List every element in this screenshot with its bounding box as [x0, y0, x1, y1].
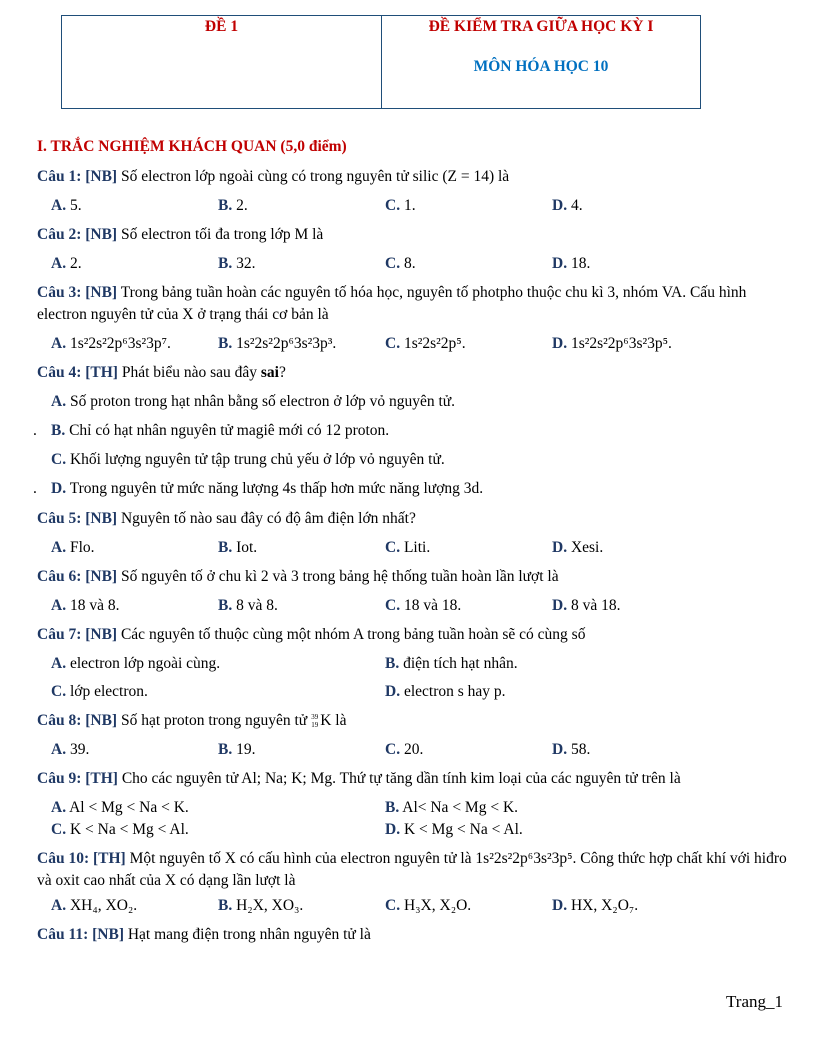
question-10 [37, 848, 787, 916]
option-d[interactable]: D. K < Mg < Na < Al. [385, 821, 523, 838]
exam-code: ĐỀ 1 [204, 18, 239, 35]
question-11 [37, 924, 787, 946]
question-level: [NB] [85, 284, 118, 301]
question-label: Câu 1: [37, 168, 82, 185]
options-row [37, 654, 787, 674]
isotope-symbol: K [320, 712, 332, 729]
question-text: Hạt mang điện trong nhân nguyên tử là [127, 926, 371, 943]
option-a[interactable]: A. electron lớp ngoài cùng. [51, 655, 221, 672]
exam-title: ĐỀ KIỂM TRA GIỮA HỌC KỲ I [428, 18, 654, 35]
question-level: [NB] [85, 510, 118, 527]
option-d[interactable]: . D. Trong nguyên tử mức năng lượng 4s thấp hơn mức năng lượng 3d. [33, 480, 484, 497]
option-d[interactable]: D. 4. [552, 197, 583, 214]
option-b[interactable]: B. điện tích hạt nhân. [385, 655, 518, 672]
question-text: Một nguyên tố X có cấu hình của electron nguyên tử là 1s²2s²2p⁶3s²3p⁵. Công thức hợp chất khí với hiđro và oxit cao nhất của X có dạng lần lượt là [37, 850, 787, 889]
option-c[interactable]: C. lớp electron. [51, 683, 148, 700]
option-b[interactable]: B. 2. [218, 197, 248, 214]
question-level: [NB] [85, 226, 118, 243]
option-b[interactable]: B. Iot. [218, 539, 258, 556]
question-2 [37, 224, 787, 274]
option-a[interactable]: A. 1s²2s²2p⁶3s²3p⁷. [51, 335, 171, 352]
question-level: [NB] [85, 168, 118, 185]
question-text: Trong bảng tuần hoàn các nguyên tố hóa học, nguyên tố photpho thuộc chu kì 3, nhóm VA. Cấu hình electron nguyên tử của X ở trạng thái cơ bản là [37, 284, 747, 323]
question-level: [NB] [85, 568, 118, 585]
question-text: Số nguyên tố ở chu kì 2 và 3 trong bảng hệ thống tuần hoàn lần lượt là [120, 568, 559, 585]
question-1 [37, 166, 787, 216]
option-a[interactable]: A. 5. [51, 197, 82, 214]
option-a[interactable]: A. 18 và 8. [51, 597, 120, 614]
exam-header-table [61, 15, 701, 109]
option-d[interactable]: D. Xesi. [552, 539, 604, 556]
section-title: I. TRẮC NGHIỆM KHÁCH QUAN (5,0 điểm) [37, 138, 347, 155]
option-c[interactable]: C. 18 và 18. [385, 597, 462, 614]
question-text: Số electron tối đa trong lớp M là [120, 226, 324, 243]
question-level: [TH] [92, 850, 126, 867]
option-d[interactable]: D. 8 và 18. [552, 597, 621, 614]
options-row [37, 820, 787, 840]
question-text: Nguyên tố nào sau đây có độ âm điện lớn nhất? [120, 510, 416, 527]
question-level: [NB] [85, 712, 118, 729]
question-level: [NB] [85, 626, 118, 643]
question-label: Câu 3: [37, 284, 82, 301]
question-text: Số hạt proton trong nguyên tử [120, 712, 308, 729]
option-a[interactable]: A. XH₄, XO₂. [51, 897, 138, 914]
question-label: Câu 9: [37, 770, 82, 787]
option-c[interactable]: C. 1. [385, 197, 416, 214]
exam-code-cell [62, 16, 382, 108]
options-row [37, 798, 787, 818]
option-c[interactable]: C. K < Na < Mg < Al. [51, 821, 189, 838]
option-a[interactable]: A. 39. [51, 741, 90, 758]
question-emphasis: sai [260, 364, 279, 381]
option-d[interactable]: D. 1s²2s²2p⁶3s²3p⁵. [552, 335, 672, 352]
exam-subject: MÔN HÓA HỌC 10 [473, 58, 609, 75]
option-d[interactable]: D. HX, X₂O₇. [552, 897, 639, 914]
option-d[interactable]: D. 18. [552, 255, 591, 272]
question-label: Câu 8: [37, 712, 82, 729]
option-c[interactable]: C. Liti. [385, 539, 431, 556]
question-level: [TH] [85, 364, 118, 381]
options-row [37, 254, 787, 274]
option-b[interactable]: B. 32. [218, 255, 256, 272]
option-b[interactable]: B. H₂X, XO₃. [218, 897, 304, 914]
question-label: Câu 10: [37, 850, 90, 867]
option-d[interactable]: D. 58. [552, 741, 591, 758]
question-6 [37, 566, 787, 616]
option-b[interactable]: B. 1s²2s²2p⁶3s²3p³. [218, 335, 337, 352]
option-c[interactable]: C. 8. [385, 255, 416, 272]
option-b[interactable]: B. 8 và 8. [218, 597, 278, 614]
question-level: [NB] [92, 926, 124, 943]
question-9 [37, 768, 787, 840]
question-label: Câu 7: [37, 626, 82, 643]
option-c[interactable]: C. 20. [385, 741, 424, 758]
option-b[interactable]: B. 19. [218, 741, 256, 758]
option-a[interactable]: A. Số proton trong hạt nhân bằng số electron ở lớp vỏ nguyên tử. [51, 393, 456, 410]
question-label: Câu 6: [37, 568, 82, 585]
question-text: Các nguyên tố thuộc cùng một nhóm A trong bảng tuần hoàn sẽ có cùng số [120, 626, 586, 643]
question-7 [37, 624, 787, 702]
question-label: Câu 4: [37, 364, 82, 381]
question-text: Phát biểu nào sau đây [121, 364, 257, 381]
options-row [37, 196, 787, 216]
question-label: Câu 11: [37, 926, 89, 943]
question-4: Câu 4: [TH] Phát biểu nào sau đây sai? A. Số proton trong hạt nhân bằng số electron ở lớp vỏ nguyên tử. . B. Chỉ có hạt nhân nguyên tử magiê mới có 12 proton. C. Khối lượng nguyên tử tập trung chủ yếu ở lớp vỏ nguyên tử. . D. Trong nguyên tử mức năng lượng 4s thấp hơn mức năng lượng 3d. [37, 362, 787, 499]
options-row [37, 596, 787, 616]
option-b[interactable]: B. Al< Na < Mg < K. [385, 799, 519, 816]
options-row [37, 896, 787, 916]
option-b[interactable]: . B. Chỉ có hạt nhân nguyên tử magiê mới có 12 proton. [33, 422, 390, 439]
option-a[interactable]: A. 2. [51, 255, 82, 272]
question-label: Câu 2: [37, 226, 82, 243]
options-row [37, 334, 787, 354]
question-list [33, 166, 787, 954]
option-c[interactable]: C. 1s²2s²2p⁵. [385, 335, 466, 352]
option-d[interactable]: D. electron s hay p. [385, 683, 506, 700]
option-a[interactable]: A. Al < Mg < Na < K. [51, 799, 189, 816]
option-c[interactable]: C. Khối lượng nguyên tử tập trung chủ yếu ở lớp vỏ nguyên tử. [51, 451, 445, 468]
question-3 [37, 282, 787, 354]
options-row [37, 740, 787, 760]
question-level: [TH] [85, 770, 118, 787]
question-text: Cho các nguyên tử Al; Na; K; Mg. Thứ tự tăng dần tính kim loại của các nguyên tử trên là [121, 770, 681, 787]
isotope-notation: 39 19 [311, 713, 319, 730]
options-row [37, 682, 787, 702]
page-number: Trang_1 [726, 992, 783, 1011]
option-c[interactable]: C. H₃X, X₂O. [385, 897, 472, 914]
exam-title-cell [382, 16, 700, 108]
option-a[interactable]: A. Flo. [51, 539, 95, 556]
question-5 [37, 508, 787, 558]
question-8: Câu 8: [NB] Số hạt proton trong nguyên tử 39 19 K là A. 39. B. 19. C. 20. D. 58. [37, 710, 787, 760]
question-label: Câu 5: [37, 510, 82, 527]
question-text: Số electron lớp ngoài cùng có trong nguyên tử silic (Z = 14) là [120, 168, 510, 185]
options-row [37, 538, 787, 558]
